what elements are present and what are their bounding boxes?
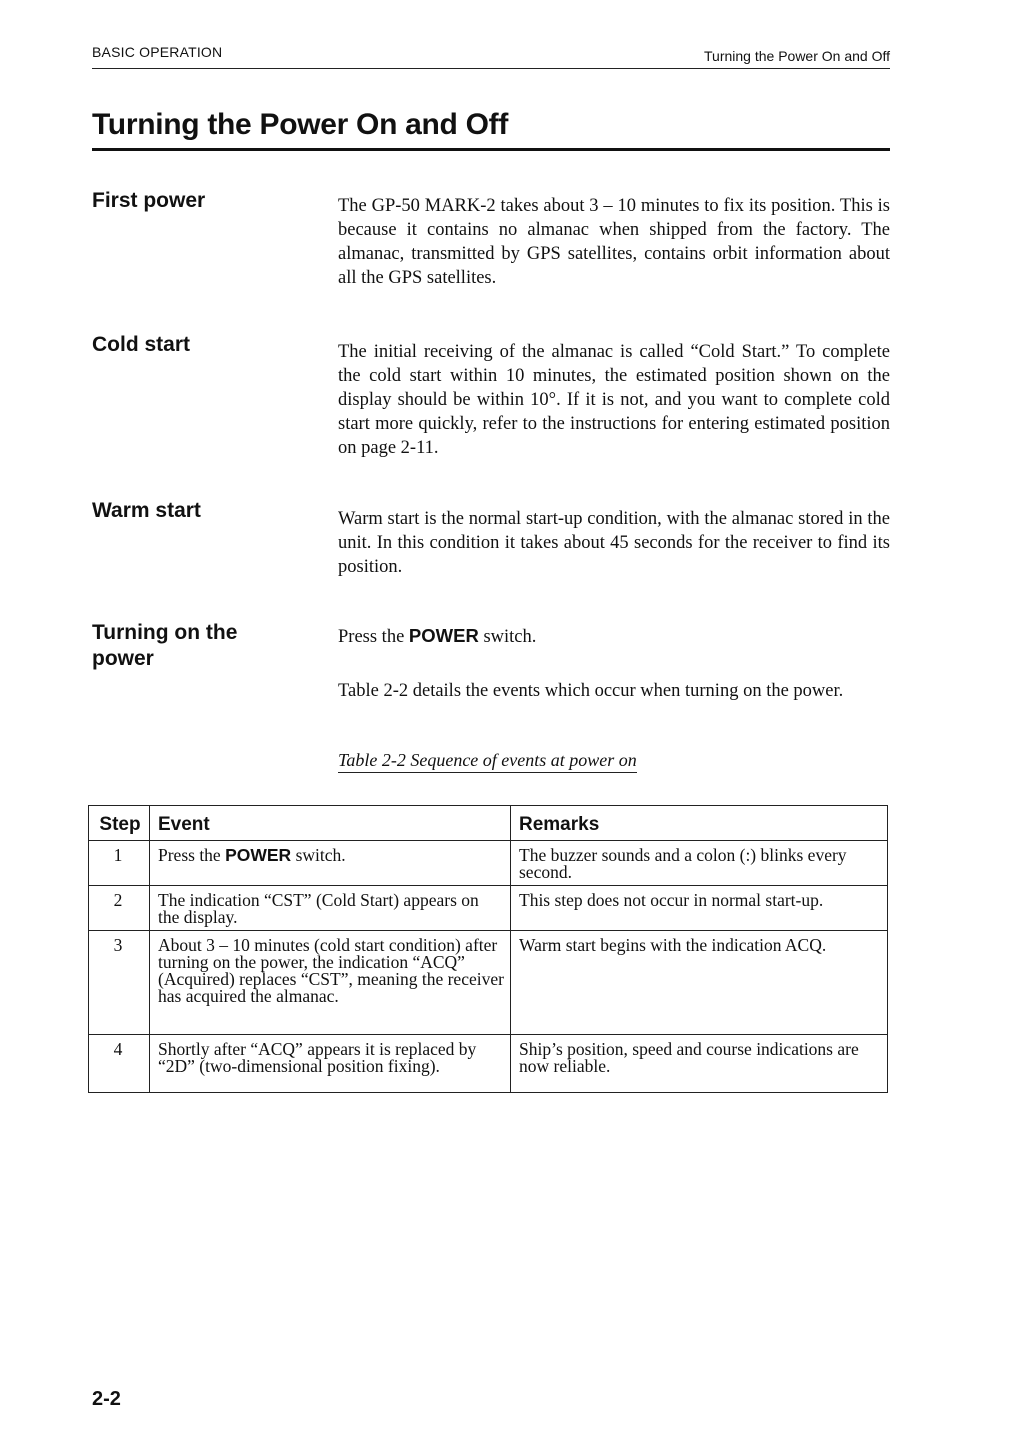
page-number: 2-2 [92,1388,121,1410]
power-key-label: POWER [408,625,479,646]
body-cold-start: The initial receiving of the almanac is called “Cold Start.” To complete the cold start within 10 minutes, the estimated position shown on the display should be within 10°. If it is not, and you want to complete cold start more quickly, refer to the instructions for entering estimated position on page 2-11. [338,342,890,458]
press-suffix: switch. [483,627,537,647]
cell-event: About 3 – 10 minutes (cold start condition) after turning on the power, the indication “ACQ” (Acquired) replaces “CST”, meaning the receiver has acquired the almanac. [150,931,511,1035]
cell-event [150,841,511,886]
running-header [92,40,890,69]
cell-remarks: Warm start begins with the indication ACQ. [511,931,888,1035]
table-row [89,931,888,1035]
cell-step: 3 [89,931,150,1035]
cell-event: The indication “CST” (Cold Start) appears on the display. [150,886,511,931]
table-row [89,841,888,886]
label-warm-start: Warm start [92,499,201,522]
label-cold-start: Cold start [92,333,191,356]
cell-step: 2 [89,886,150,931]
header-event: Event [150,806,511,841]
header-section: Turning the Power On and Off [704,48,890,64]
body-press-power [338,624,890,649]
cell-remarks: Ship’s position, speed and course indications are now reliable. [511,1035,888,1093]
body-first-power: The GP-50 MARK-2 takes about 3 – 10 minutes to fix its position. This is because it contains no almanac when shipped from the factory. The almanac, transmitted by GPS satellites, contains orbit information about all the GPS satellites. [338,196,890,288]
cell-step: 4 [89,1035,150,1093]
label-turning-on: Turning on the power [92,621,238,670]
body-table-intro: Table 2-2 details the events which occur when turning on the power. [338,681,844,701]
cell-remarks: The buzzer sounds and a colon (:) blinks every second. [511,841,888,886]
page-title: Turning the Power On and Off [92,108,890,151]
event-power-key: POWER [225,845,292,865]
table-header-row [89,806,888,841]
header-chapter: BASIC OPERATION [92,44,223,60]
header-step: Step [89,806,150,841]
press-prefix: Press the [338,627,405,647]
body-warm-start: Warm start is the normal start-up condition, with the almanac stored in the unit. In this condition it takes about 45 seconds for the receiver to find its position. [338,509,890,577]
label-first-power: First power [92,189,206,212]
events-table [88,805,888,1093]
cell-event: Shortly after “ACQ” appears it is replaced by “2D” (two-dimensional position fixing). [150,1035,511,1093]
header-remarks: Remarks [511,806,888,841]
cell-remarks: This step does not occur in normal start-up. [511,886,888,931]
table-row [89,886,888,931]
table-row [89,1035,888,1093]
table-caption: Table 2-2 Sequence of events at power on [338,750,637,773]
cell-step: 1 [89,841,150,886]
event-prefix: Press the [158,845,221,865]
event-suffix: switch. [295,845,346,865]
